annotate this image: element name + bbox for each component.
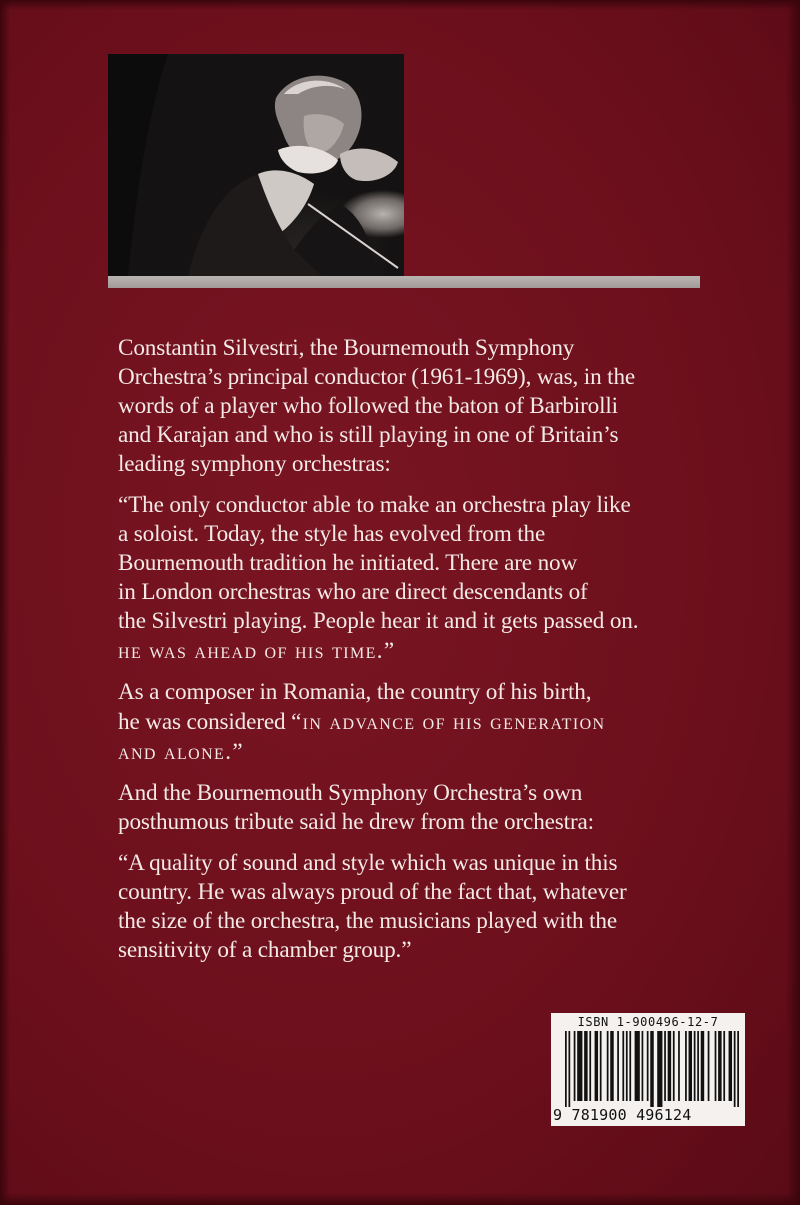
- barcode-bar: [685, 1031, 687, 1101]
- cover-edge-shadow: [786, 0, 800, 1205]
- composer-quote-emphasis: “in advance of his generation and alone.”: [118, 709, 606, 764]
- barcode-bar: [718, 1031, 721, 1101]
- barcode-bar: [668, 1031, 671, 1101]
- gray-divider-bar: [108, 276, 700, 288]
- conductor-photo: [108, 54, 404, 276]
- cover-edge-shadow: [0, 0, 10, 1205]
- barcode-bar: [607, 1031, 609, 1101]
- blurb-quote-orchestra: “A quality of sound and style which was unique in this country. He was always proud of the fact that, whatever the size of the orchestra, the musicians played with the sensitivity of a chamber group.”: [118, 850, 627, 963]
- barcode-bar: [729, 1031, 732, 1101]
- barcode-bar: [734, 1031, 736, 1107]
- composer-text: As a composer in Romania, the country of his birth, he was considered: [118, 679, 592, 735]
- barcode-bar: [715, 1031, 717, 1101]
- barcode-bar: [622, 1031, 624, 1101]
- barcode-bar: [600, 1031, 602, 1101]
- blurb-intro: Constantin Silvestri, the Bournemouth Symphony Orchestra’s principal conductor (1961-1969), was, in the words of a player who followed the baton of Barbirolli and Karajan and who is still playing in one of Britain’s leading symphony orchestras:: [118, 335, 636, 477]
- barcode-bar: [584, 1031, 587, 1101]
- barcode-bar: [595, 1031, 598, 1101]
- back-cover-blurb: [118, 334, 708, 977]
- barcode-bar: [610, 1031, 613, 1101]
- quote-players-emphasis: he was ahead of his time.”: [118, 638, 396, 663]
- barcode-bar: [708, 1031, 710, 1101]
- barcode-bar: [723, 1031, 725, 1101]
- barcode-icon: [565, 1031, 739, 1107]
- barcode-bar: [617, 1031, 619, 1101]
- barcode-bar: [664, 1031, 666, 1101]
- barcode-bar: [574, 1031, 576, 1101]
- barcode-bar: [589, 1031, 591, 1101]
- barcode-bar: [565, 1031, 567, 1107]
- cover-edge-shadow: [0, 1193, 800, 1205]
- barcode-bar: [642, 1031, 644, 1101]
- barcode-bar: [673, 1031, 675, 1101]
- blurb-quote-players: [118, 491, 708, 666]
- barcode-bar: [626, 1031, 628, 1101]
- barcode-bar: [629, 1031, 631, 1101]
- isbn-barcode: [551, 1013, 745, 1126]
- barcode-bar: [701, 1031, 704, 1101]
- isbn-number: ISBN 1-900496-12-7: [577, 1015, 719, 1029]
- barcode-bar: [678, 1031, 680, 1101]
- barcode-bar: [568, 1031, 570, 1107]
- conductor-silhouette: [108, 54, 404, 276]
- barcode-bar: [577, 1031, 582, 1101]
- barcode-bar: [657, 1031, 662, 1107]
- barcode-bar: [647, 1031, 649, 1101]
- barcode-bar: [650, 1031, 653, 1107]
- cover-edge-shadow: [0, 0, 800, 10]
- blurb-composer: [118, 678, 708, 767]
- barcode-bar: [689, 1031, 692, 1101]
- blurb-tribute: And the Bournemouth Symphony Orchestra’s own posthumous tribute said he drew from the orchestra:: [118, 780, 594, 835]
- barcode-bar: [697, 1031, 699, 1101]
- quote-players-text: “The only conductor able to make an orchestra play like a soloist. Today, the style has evolved from the Bournemouth tradition he initiated. There are now in London orchestras who are direct descendants of the Silvestri playing. People hear it and it gets passed on.: [118, 492, 639, 634]
- ean-digits: 9 781900 496124: [553, 1106, 692, 1124]
- barcode-bar: [737, 1031, 739, 1107]
- barcode-bar: [694, 1031, 696, 1101]
- barcode-bar: [635, 1031, 640, 1101]
